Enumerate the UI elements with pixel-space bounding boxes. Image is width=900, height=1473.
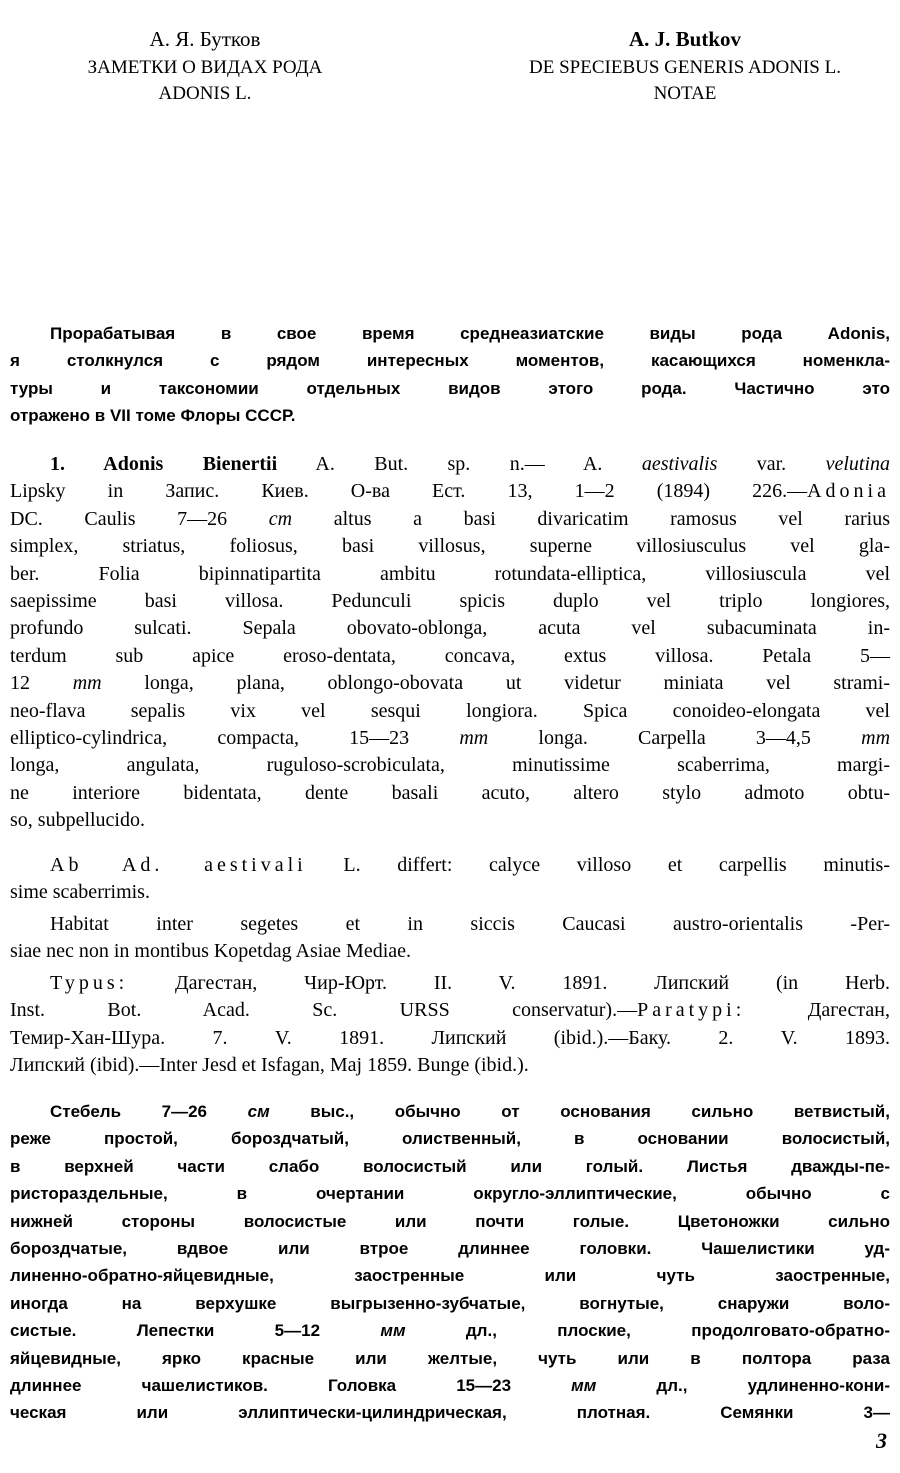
text-segment: Typus: bbox=[50, 972, 129, 994]
text-segment: sime scaberrimis. bbox=[10, 881, 150, 904]
text-line bbox=[10, 506, 890, 533]
page-signature-mark: 3 bbox=[876, 1428, 887, 1453]
text-segment: velutina bbox=[825, 453, 891, 475]
text-line bbox=[10, 1399, 890, 1426]
text-line bbox=[10, 997, 890, 1024]
text-segment: longa, plana, oblongo-obovata ut videtur miniata vel strami- bbox=[101, 672, 891, 695]
text-segment: Ab Ad. aestivali bbox=[50, 854, 307, 876]
text-line bbox=[10, 643, 890, 670]
title-latin-line2: NOTAE bbox=[653, 83, 717, 104]
text-segment: longa, angulata, ruguloso-scrobiculata, minutissime scaberrima, margi- bbox=[10, 754, 890, 777]
author-latin: A. J. Butkov bbox=[628, 27, 742, 51]
text-line bbox=[10, 478, 890, 505]
text-segment: profundo sulcati. Sepala obovato-oblonga, acuta vel subacuminata in- bbox=[10, 617, 890, 640]
text-segment: saepissime basi villosa. Pedunculi spicis duplo vel triplo longiores, bbox=[10, 589, 890, 612]
text-line bbox=[10, 375, 890, 402]
text-segment: neo-flava sepalis vix vel sesqui longiora. Spica conoideo-elongata vel bbox=[10, 699, 890, 722]
text-line bbox=[10, 1025, 890, 1052]
text-line bbox=[10, 1262, 890, 1289]
text-line bbox=[10, 752, 890, 779]
text-segment: Habitat inter segetes et in siccis Caucasi austro-orientalis -Per- bbox=[50, 913, 890, 935]
text-line bbox=[10, 852, 890, 879]
text-line bbox=[10, 725, 890, 752]
text-line bbox=[10, 911, 890, 938]
text-line bbox=[10, 451, 890, 478]
text-line bbox=[10, 970, 890, 997]
text-segment: aestivalis bbox=[641, 453, 718, 475]
text-segment: 12 bbox=[10, 672, 73, 695]
text-segment: см bbox=[247, 1102, 270, 1121]
text-line bbox=[10, 1180, 890, 1207]
text-line bbox=[10, 1317, 890, 1344]
text-line bbox=[10, 780, 890, 807]
text-line bbox=[10, 1345, 890, 1372]
text-segment: я столкнулся с рядом интересных моментов, касающихся номенкла- bbox=[10, 351, 890, 371]
paragraph bbox=[10, 320, 890, 430]
paragraph bbox=[10, 1098, 890, 1427]
text-segment: terdum sub apice eroso-dentata, concava, extus villosa. Petala 5— bbox=[10, 644, 890, 667]
author-russian: А. Я. Бутков bbox=[149, 27, 261, 51]
text-line bbox=[10, 879, 890, 906]
text-segment: мм bbox=[380, 1321, 406, 1341]
text-segment: ne interiore bidentata, dente basali acuto, altero stylo admoto obtu- bbox=[10, 781, 890, 804]
header-russian bbox=[0, 24, 420, 107]
text-segment: яйцевидные, ярко красные или желтые, чуть или в полтора раза bbox=[10, 1348, 890, 1368]
text-line bbox=[10, 402, 890, 429]
paragraph bbox=[10, 852, 890, 907]
text-segment: mm bbox=[72, 672, 102, 695]
text-line bbox=[10, 615, 890, 642]
text-segment: mm bbox=[861, 726, 891, 749]
text-segment: var. bbox=[717, 453, 826, 475]
text-segment: cm bbox=[268, 507, 293, 530]
text-segment: Paratypi: bbox=[637, 999, 746, 1022]
text-line bbox=[10, 320, 890, 347]
title-russian-line1: ЗАМЕТКИ О ВИДАХ РОДА bbox=[87, 57, 323, 78]
text-line bbox=[10, 533, 890, 560]
text-segment: систые. Лепестки 5—12 bbox=[10, 1321, 381, 1341]
text-segment: линенно-обратно-яйцевидные, заостренные или чуть заостренные, bbox=[10, 1266, 890, 1286]
header-latin bbox=[470, 24, 900, 107]
text-segment: нижней стороны волосистые или почти голые. Цветоножки сильно bbox=[10, 1211, 890, 1231]
text-line bbox=[10, 1125, 890, 1152]
text-segment: mm bbox=[459, 726, 489, 749]
paragraph bbox=[10, 911, 890, 966]
text-segment: Inst. Bot. Acad. Sc. URSS conservatur).— bbox=[10, 999, 638, 1022]
text-segment: мм bbox=[571, 1375, 597, 1395]
text-line bbox=[10, 347, 890, 374]
text-line bbox=[10, 588, 890, 615]
species-name: 1. Adonis Bienertii bbox=[50, 453, 278, 475]
text-line bbox=[10, 1372, 890, 1399]
text-segment: дл., плоские, продолговато-обратно- bbox=[405, 1321, 890, 1341]
text-segment: Темир-Хан-Шура. 7. V. 1891. Липский (ibid.).—Баку. 2. V. 1893. bbox=[10, 1026, 890, 1049]
text-line bbox=[10, 1290, 890, 1317]
text-segment: Прорабатывая в свое время среднеазиатские виды рода Adonis, bbox=[50, 324, 890, 343]
text-segment: в верхней части слабо волосистый или голый. Листья дважды-пе- bbox=[10, 1156, 890, 1176]
text-line bbox=[10, 807, 890, 834]
text-line bbox=[10, 561, 890, 588]
text-line bbox=[10, 670, 890, 697]
text-line bbox=[10, 1235, 890, 1262]
text-segment: отражено в VII томе Флоры СССР. bbox=[10, 406, 296, 426]
text-line bbox=[10, 1208, 890, 1235]
text-segment: Дагестан, Чир-Юрт. II. V. 1891. Липский (in Herb. bbox=[128, 972, 890, 994]
title-latin-line1: DE SPECIEBUS GENERIS ADONIS L. bbox=[529, 57, 841, 78]
paragraph bbox=[10, 451, 890, 834]
text-segment: иногда на верхушке выгрызенно-зубчатые, вогнутые, снаружи воло- bbox=[10, 1293, 890, 1313]
text-segment: дл., удлиненно-кони- bbox=[596, 1375, 890, 1395]
text-segment: Стебель 7—26 bbox=[50, 1102, 248, 1121]
text-segment: длиннее чашелистиков. Головка 15—23 bbox=[10, 1375, 572, 1395]
text-segment: elliptico-cylindrica, compacta, 15—23 bbox=[10, 726, 460, 749]
text-line bbox=[10, 1098, 890, 1125]
text-segment: Lipsky in Запис. Киев. О-ва Ест. 13, 1—2 (1894) 226.— bbox=[10, 480, 808, 503]
text-segment: DC. Caulis 7—26 bbox=[10, 507, 269, 530]
text-segment: ристораздельные, в очертании округло-эллиптические, обычно с bbox=[10, 1184, 890, 1204]
text-segment: выс., обычно от основания сильно ветвистый, bbox=[269, 1102, 890, 1121]
text-line bbox=[10, 698, 890, 725]
text-segment: so, subpellucido. bbox=[10, 809, 145, 832]
text-line bbox=[10, 1052, 890, 1079]
paragraph bbox=[10, 970, 890, 1080]
text-segment: Липский (ibid).—Inter Jesd et Isfagan, Maj 1859. Bunge (ibid.). bbox=[10, 1054, 529, 1077]
text-segment: L. differt: calyce villoso et carpellis minutis- bbox=[306, 854, 890, 876]
text-segment: ческая или эллиптически-цилиндрическая, плотная. Семянки 3— bbox=[10, 1403, 890, 1423]
text-segment: longa. Carpella 3—4,5 bbox=[488, 726, 862, 749]
text-line bbox=[10, 1153, 890, 1180]
title-russian-line2: ADONIS L. bbox=[158, 83, 252, 104]
text-segment: altus a basi divaricatim ramosus vel rarius bbox=[292, 507, 890, 530]
text-segment: туры и таксономии отдельных видов этого рода. Частично это bbox=[10, 378, 890, 398]
text-line bbox=[10, 938, 890, 965]
text-segment: siae nec non in montibus Kopetdag Asiae Mediae. bbox=[10, 940, 412, 963]
text-segment: ber. Folia bipinnatipartita ambitu rotundata-elliptica, villosiuscula vel bbox=[10, 562, 890, 585]
text-segment: simplex, striatus, foliosus, basi villosus, superne villosiusculus vel gla- bbox=[10, 535, 890, 558]
text-segment: Дагестан, bbox=[745, 999, 890, 1022]
text-segment: бороздчатые, вдвое или втрое длиннее головки. Чашелистики уд- bbox=[10, 1238, 890, 1258]
text-segment: реже простой, бороздчатый, олиственный, в основании волосистый, bbox=[10, 1129, 890, 1149]
text-segment: A. But. sp. n.— A. bbox=[277, 453, 642, 475]
text-segment: Adonia bbox=[807, 480, 890, 503]
